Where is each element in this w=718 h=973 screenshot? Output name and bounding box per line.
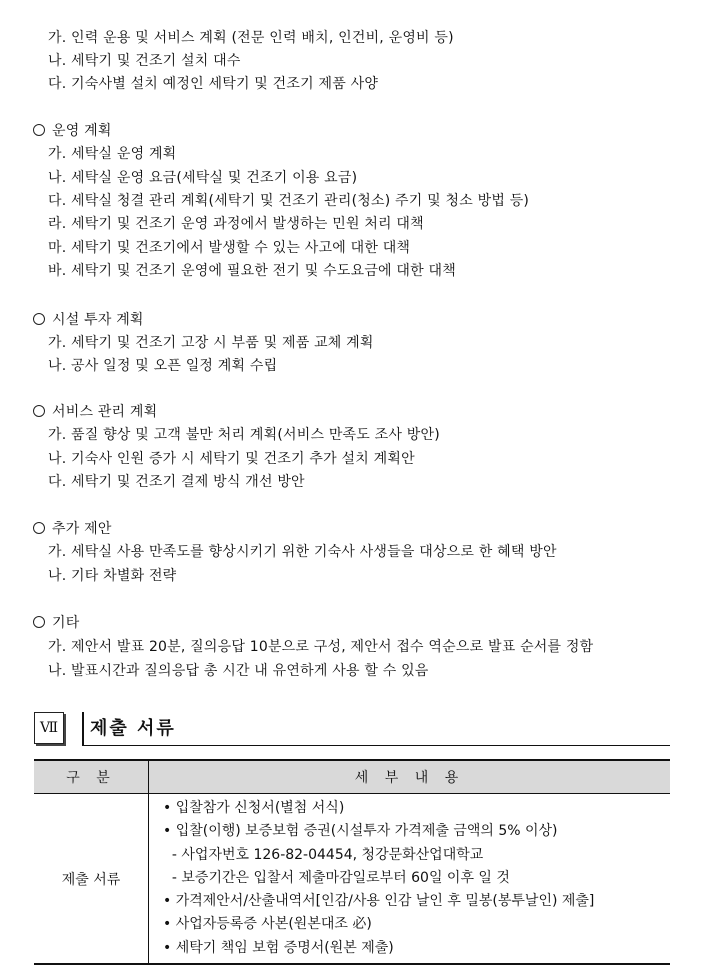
table-header-details: 세 부 내 용 [149,760,671,794]
list-item: 다. 세탁실 청결 관리 계획(세탁기 및 건조기 관리(청소) 주기 및 청소 방법 등) [48,193,530,209]
table-row [34,794,670,965]
list-item: 나. 기숙사 인원 증가 시 세탁기 및 건조기 추가 설치 계획안 [48,451,415,467]
list-item: 다. 기숙사별 설치 예정인 세탁기 및 건조기 제품 사양 [48,76,379,92]
table-header-category: 구 분 [34,760,149,794]
detail-item: - 사업자번호 126-82-04454, 청강문화산업대학교 [163,846,484,863]
detail-item: • 가격제안서/산출내역서[인감/사용 인감 날인 후 밀봉(봉투날인) 제출] [163,893,595,910]
section-number-box: Ⅶ [34,712,64,744]
list-item: 다. 세탁기 및 건조기 결제 방식 개선 방안 [48,474,305,490]
section-heading [33,613,79,633]
list-item: 가. 세탁실 운영 계획 [48,146,177,162]
section-title: 서비스 관리 계획 [52,404,158,420]
list-item: 마. 세탁기 및 건조기에서 발생할 수 있는 사고에 대한 대책 [48,240,411,256]
list-item: 라. 세탁기 및 건조기 운영 과정에서 발생하는 민원 처리 대책 [48,216,424,232]
section-heading [33,402,157,422]
table-cell-category: 제출 서류 [34,794,149,965]
section-title: 운영 계획 [52,123,112,139]
section-title: 기타 [52,615,80,631]
list-item: 바. 세탁기 및 건조기 운영에 필요한 전기 및 수도요금에 대한 대책 [48,263,456,279]
section-title: 제출 서류 [90,718,176,739]
section-heading [33,310,144,330]
circle-bullet-icon [33,405,45,417]
section-title: 시설 투자 계획 [52,312,144,328]
circle-bullet-icon [33,616,45,628]
list-item: 가. 세탁실 사용 만족도를 향상시키기 위한 기숙사 사생들을 대상으로 한 혜택 방안 [48,544,557,560]
detail-item: • 세탁기 책임 보험 증명서(원본 제출) [163,939,394,956]
circle-bullet-icon [33,124,45,136]
list-item: 나. 세탁실 운영 요금(세탁실 및 건조기 이용 요금) [48,170,358,186]
list-item: 나. 공사 일정 및 오픈 일정 계획 수립 [48,358,278,374]
list-item: 나. 기타 차별화 전략 [48,568,177,584]
list-item: 나. 발표시간과 질의응답 총 시간 내 유연하게 사용 할 수 있음 [48,663,429,679]
list-item: 나. 세탁기 및 건조기 설치 대수 [48,53,241,69]
section-heading [33,121,112,141]
section-title: 추가 제안 [52,521,112,537]
circle-bullet-icon [33,313,45,325]
list-item: 가. 인력 운용 및 서비스 계획 (전문 인력 배치, 인건비, 운영비 등) [48,30,454,46]
section-divider-bar [82,712,84,746]
submission-table [34,759,670,965]
list-item: 가. 품질 향상 및 고객 불만 처리 계획(서비스 만족도 조사 방안) [48,427,440,443]
circle-bullet-icon [33,522,45,534]
detail-item: - 보증기간은 입찰서 제출마감일로부터 60일 이후 일 것 [163,869,510,886]
detail-item: • 사업자등록증 사본(원본대조 必) [163,916,372,933]
table-cell-details [149,794,671,965]
detail-item: • 입찰참가 신청서(별첨 서식) [163,800,345,816]
section-underline [82,745,670,746]
detail-item: • 입찰(이행) 보증보험 증권(시설투자 가격제출 금액의 5% 이상) [163,823,558,840]
list-item: 가. 제안서 발표 20분, 질의응답 10분으로 구성, 제안서 접수 역순으로 발표 순서를 정함 [48,639,594,655]
section-heading [33,519,112,539]
list-item: 가. 세탁기 및 건조기 고장 시 부품 및 제품 교체 계획 [48,335,374,351]
table-header-row [34,760,670,794]
